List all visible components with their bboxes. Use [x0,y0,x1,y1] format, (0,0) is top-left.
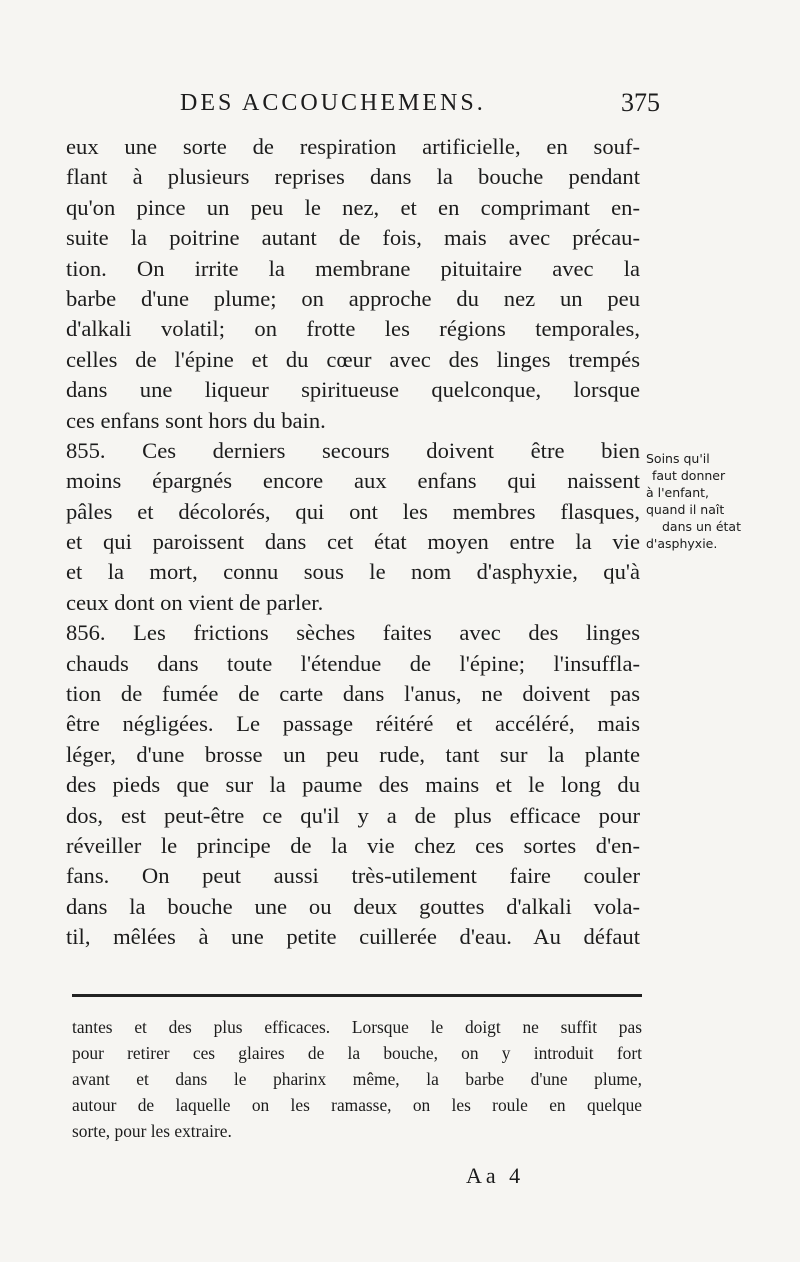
margin-note [646,450,766,552]
page-number: 375 [621,88,660,117]
body-line: être négligées. Le passage réitéré et accéléré, mais [66,711,640,737]
body-line: 856. Les frictions sèches faites avec des linges [66,620,640,646]
body-line: d'alkali volatil; on frotte les régions temporales, [66,316,640,342]
margin-note-line: dans un état [662,519,741,534]
body-line: ceux dont on vient de parler. [66,589,324,615]
body-line: dos, est peut-être ce qu'il y a de plus efficace pour [66,802,640,828]
margin-note-line: quand il naît [646,502,725,517]
footnote-line: sorte, pour les extraire. [72,1121,232,1141]
body-line: pâles et décolorés, qui ont les membres flasques, [66,498,640,524]
body-line: flant à plusieurs reprises dans la bouche pendant [66,164,640,190]
page-header [60,90,660,124]
footnote [72,1014,642,1144]
body-line: qu'on pince un peu le nez, et en comprimant en- [66,194,640,220]
body-line: eux une sorte de respiration artificielle, en souf- [66,134,640,159]
body-line: dans la bouche une ou deux gouttes d'alkali vola- [66,893,640,919]
body-line: celles de l'épine et du cœur avec des linges trempés [66,346,640,372]
running-head: DES ACCOUCHEMENS. [180,90,486,116]
footnote-line: autour de laquelle on les ramasse, on les roule en quelque [72,1095,642,1115]
signature-mark: Aa 4 [466,1163,525,1188]
footnote-line: pour retirer ces glaires de la bouche, on y introduit fort [72,1043,642,1063]
footnote-divider [72,994,642,997]
body-line: suite la poitrine autant de fois, mais avec précau- [66,225,640,251]
body-line: barbe d'une plume; on approche du nez un peu [66,285,640,311]
margin-note-line: faut donner [652,468,726,483]
body-line: ces enfans sont hors du bain. [66,407,326,433]
body-line: dans une liqueur spiritueuse quelconque, lorsque [66,377,640,403]
body-line: des pieds que sur la paume des mains et le long du [66,772,640,798]
body-line: tion de fumée de carte dans l'anus, ne doivent pas [66,681,640,707]
body-line: léger, d'une brosse un peu rude, tant sur la plante [66,741,640,767]
margin-note-line: d'asphyxie. [646,536,718,551]
margin-note-line: à l'enfant, [646,485,710,500]
body-line: moins épargnés encore aux enfans qui naissent [66,468,640,494]
main-text [66,132,640,953]
margin-note-line: Soins qu'il [646,451,710,466]
body-line: et qui paroissent dans cet état moyen entre la vie [66,529,640,555]
body-line: tion. On irrite la membrane pituitaire avec la [66,255,640,281]
body-line: chauds dans toute l'étendue de l'épine; l'insuffla- [66,650,640,676]
body-line: réveiller le principe de la vie chez ces sortes d'en- [66,832,640,858]
body-line: til, mêlées à une petite cuillerée d'eau. Au défaut [66,924,640,950]
body-line: 855. Ces derniers secours doivent être bien [66,437,640,463]
body-line: fans. On peut aussi très-utilement faire couler [66,863,640,889]
body-line: et la mort, connu sous le nom d'asphyxie, qu'à [66,559,640,585]
footnote-line: tantes et des plus efficaces. Lorsque le doigt ne suffit pas [72,1017,642,1037]
footnote-line: avant et dans le pharinx même, la barbe d'une plume, [72,1069,642,1089]
